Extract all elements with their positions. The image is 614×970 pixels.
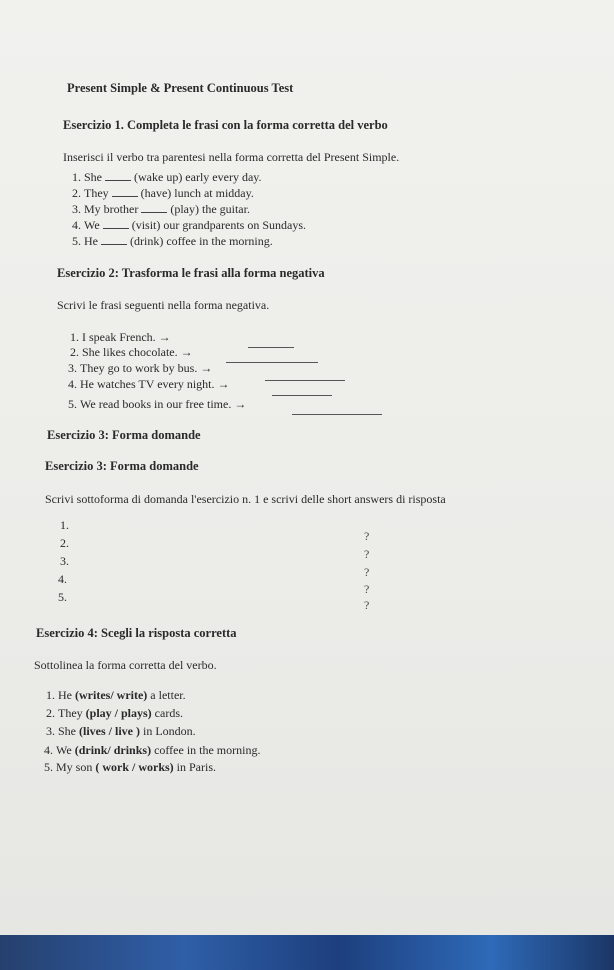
ex2-heading: Esercizio 2: Trasforma le frasi alla forma negativa [57, 266, 325, 280]
question-mark: ? [364, 598, 370, 612]
ex2-item: 4. He watches TV every night. → [68, 377, 230, 391]
ex1-item: 3. My brother (play) the guitar. [72, 202, 250, 216]
ex3-item-number: 5. [58, 590, 67, 604]
ex1-item: 1. She (wake up) early every day. [72, 170, 262, 184]
ex4-item: 2. They (play / plays) cards. [46, 706, 183, 720]
ex4-item: 5. My son ( work / works) in Paris. [44, 760, 217, 774]
answer-line[interactable] [272, 395, 332, 396]
ex2-item: 1. I speak French. → [70, 330, 171, 344]
answer-blank[interactable] [105, 170, 131, 181]
answer-line[interactable] [265, 380, 345, 381]
answer-line[interactable] [292, 414, 382, 415]
answer-blank[interactable] [101, 234, 127, 245]
ex2-item: 5. We read books in our free time. → [68, 397, 247, 411]
ex1-heading: Esercizio 1. Completa le frasi con la forma corretta del verbo [63, 118, 388, 132]
page-title: Present Simple & Present Continuous Test [67, 81, 294, 95]
ex2-item: 3. They go to work by bus. → [68, 361, 213, 375]
ex3-item-number: 1. [60, 518, 69, 532]
question-mark: ? [364, 582, 370, 596]
ex4-item: 1. He (writes/ write) a letter. [46, 688, 186, 702]
ex4-heading: Esercizio 4: Scegli la risposta corretta [36, 626, 237, 640]
ex4-instruction: Sottolinea la forma corretta del verbo. [34, 658, 217, 672]
table-surface [0, 935, 614, 970]
ex4-item: 3. She (lives / live ) in London. [46, 724, 196, 738]
ex1-instruction: Inserisci il verbo tra parentesi nella forma corretta del Present Simple. [63, 150, 400, 164]
question-mark: ? [364, 565, 370, 579]
answer-blank[interactable] [112, 186, 138, 197]
ex3-item-number: 2. [60, 536, 69, 550]
verb-choice[interactable]: (lives / live ) [79, 724, 140, 738]
ex1-item: 5. He (drink) coffee in the morning. [72, 234, 273, 248]
question-mark: ? [364, 529, 370, 543]
ex3-item-number: 4. [58, 572, 67, 586]
answer-blank[interactable] [141, 202, 167, 213]
ex1-item: 2. They (have) lunch at midday. [72, 186, 254, 200]
question-mark: ? [364, 547, 370, 561]
answer-line[interactable] [226, 362, 318, 363]
ex3-heading-duplicate: Esercizio 3: Forma domande [47, 428, 201, 442]
answer-blank[interactable] [103, 218, 129, 229]
verb-choice[interactable]: (play / plays) [85, 706, 152, 720]
answer-line[interactable] [248, 347, 294, 348]
verb-choice[interactable]: (writes/ write) [75, 688, 148, 702]
ex3-instruction: Scrivi sottoforma di domanda l'esercizio n. 1 e scrivi delle short answers di risposta [45, 492, 446, 506]
ex3-item-number: 3. [60, 554, 69, 568]
verb-choice[interactable]: ( work / works) [95, 760, 174, 774]
ex4-item: 4. We (drink/ drinks) coffee in the morning. [44, 743, 261, 757]
ex1-item: 4. We (visit) our grandparents on Sundays. [72, 218, 307, 232]
ex2-item: 2. She likes chocolate. → [70, 345, 193, 359]
ex2-instruction: Scrivi le frasi seguenti nella forma negativa. [57, 298, 270, 312]
verb-choice[interactable]: (drink/ drinks) [74, 743, 152, 757]
ex3-heading: Esercizio 3: Forma domande [45, 459, 199, 473]
